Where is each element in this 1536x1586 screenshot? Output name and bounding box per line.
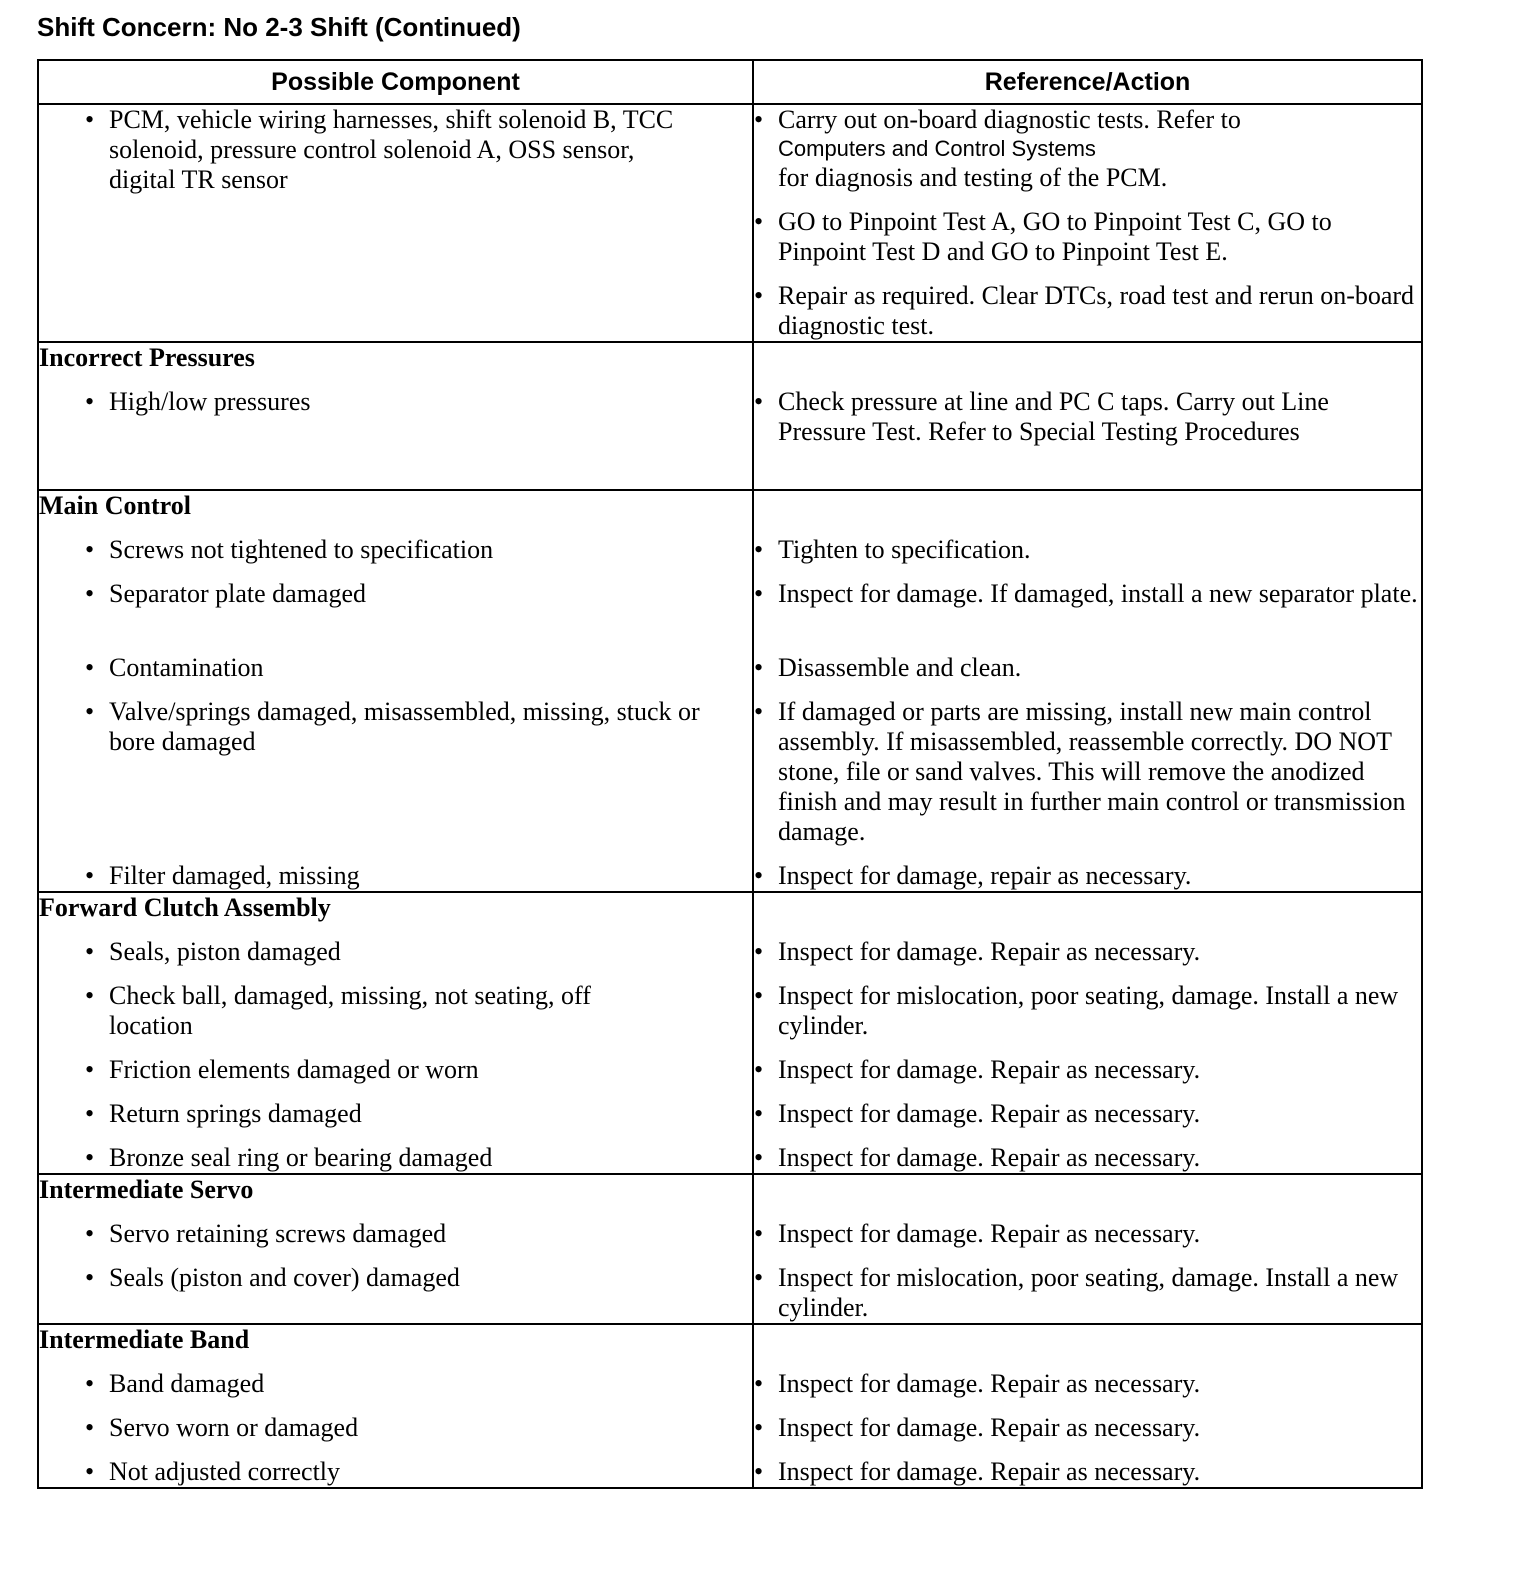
table-row <box>38 490 1422 892</box>
list-item <box>39 861 752 891</box>
diagnosis-table <box>37 59 1423 1489</box>
list-item <box>39 1143 752 1173</box>
header-reference-action: Reference/Action <box>753 60 1422 104</box>
bullet-icon: • <box>754 1099 764 1128</box>
list-item <box>39 1457 752 1487</box>
section-title: Incorrect Pressures <box>39 343 255 372</box>
action-cell <box>753 342 1422 490</box>
component-cell <box>38 104 753 342</box>
item-text: Inspect for mislocation, poor seating, damage. Install a new cylinder. <box>778 1263 1399 1322</box>
list-item <box>39 697 752 847</box>
list-item <box>39 1263 752 1323</box>
bullet-icon: • <box>85 1219 95 1248</box>
item-text: Friction elements damaged or worn <box>109 1055 479 1084</box>
bullet-icon: • <box>85 387 95 416</box>
item-text: Inspect for damage. Repair as necessary. <box>778 1143 1201 1172</box>
item-text: If damaged or parts are missing, install new main control assembly. If misassembled, reassemble correctly. DO NOT stone, file or sand valves. This will remove the anodized finish and may result in further main control or transmission damage. <box>778 697 1406 846</box>
bullet-icon: • <box>85 1099 95 1128</box>
bullet-icon: • <box>85 697 95 726</box>
list-item <box>39 1099 752 1129</box>
bullet-icon: • <box>754 1143 764 1172</box>
list-item <box>754 653 1421 683</box>
bullet-icon: • <box>754 861 764 890</box>
list-item <box>39 653 752 683</box>
reference-link: Computers and Control Systems <box>778 136 1096 161</box>
component-cell <box>38 892 753 1174</box>
bullet-icon: • <box>754 579 764 608</box>
item-text: Servo retaining screws damaged <box>109 1219 447 1248</box>
section-spacer <box>754 491 1421 535</box>
bullet-icon: • <box>754 1457 764 1486</box>
bullet-icon: • <box>754 387 764 416</box>
list-item <box>754 281 1421 341</box>
bullet-icon: • <box>754 981 764 1010</box>
section-title: Intermediate Band <box>39 1325 250 1354</box>
table-row <box>38 1324 1422 1488</box>
bullet-icon: • <box>754 105 764 134</box>
bullet-icon: • <box>85 1457 95 1486</box>
section-title: Main Control <box>39 491 191 520</box>
item-text: Inspect for damage. Repair as necessary. <box>778 1413 1201 1442</box>
page-title: Shift Concern: No 2-3 Shift (Continued) <box>37 12 521 42</box>
list-item <box>754 937 1421 967</box>
section-title: Intermediate Servo <box>39 1175 254 1204</box>
list-item <box>754 1263 1421 1323</box>
list-item <box>754 1143 1421 1173</box>
item-text: Disassemble and clean. <box>778 653 1022 682</box>
bullet-icon: • <box>85 1369 95 1398</box>
item-text: Tighten to specification. <box>778 535 1031 564</box>
item-text: Inspect for mislocation, poor seating, damage. Install a new cylinder. <box>778 981 1399 1040</box>
list-item <box>754 535 1421 565</box>
table-row <box>38 104 1422 342</box>
item-text: Seals, piston damaged <box>109 937 341 966</box>
item-text: Inspect for damage. Repair as necessary. <box>778 1099 1201 1128</box>
action-cell <box>753 1174 1422 1324</box>
item-text: Inspect for damage. Repair as necessary. <box>778 937 1201 966</box>
section-spacer <box>754 893 1421 937</box>
bullet-icon: • <box>85 1413 95 1442</box>
bullet-icon: • <box>85 937 95 966</box>
item-text: Band damaged <box>109 1369 265 1398</box>
item-text: Return springs damaged <box>109 1099 362 1128</box>
bullet-icon: • <box>754 697 764 726</box>
header-possible-component: Possible Component <box>38 60 753 104</box>
bullet-icon: • <box>754 1055 764 1084</box>
action-cell <box>753 892 1422 1174</box>
component-cell <box>38 1324 753 1488</box>
item-text: Seals (piston and cover) damaged <box>109 1263 460 1292</box>
component-cell <box>38 342 753 490</box>
bullet-icon: • <box>85 653 95 682</box>
section-spacer <box>754 1325 1421 1369</box>
item-text: Not adjusted correctly <box>109 1457 341 1486</box>
item-text: Carry out on-board diagnostic tests. Refer to <box>778 105 1241 134</box>
item-text: Screws not tightened to specification <box>109 535 494 564</box>
item-text: Contamination <box>109 653 264 682</box>
list-item <box>39 1413 752 1443</box>
bullet-icon: • <box>754 535 764 564</box>
item-text: Inspect for damage, repair as necessary. <box>778 861 1192 890</box>
bullet-icon: • <box>754 207 764 236</box>
bullet-icon: • <box>85 579 95 608</box>
list-item <box>754 1055 1421 1085</box>
bullet-icon: • <box>754 1369 764 1398</box>
list-item <box>754 1099 1421 1129</box>
item-text: Servo worn or damaged <box>109 1413 359 1442</box>
bullet-icon: • <box>754 653 764 682</box>
bullet-icon: • <box>754 281 764 310</box>
list-item <box>39 579 752 639</box>
action-cell <box>753 104 1422 342</box>
item-text: High/low pressures <box>109 387 311 416</box>
list-item <box>754 1219 1421 1249</box>
list-item <box>39 105 699 195</box>
list-item <box>754 981 1421 1041</box>
bullet-icon: • <box>754 937 764 966</box>
section-title: Forward Clutch Assembly <box>39 893 331 922</box>
item-text: Valve/springs damaged, misassembled, missing, stuck or bore damaged <box>109 697 700 756</box>
item-text: GO to Pinpoint Test A, GO to Pinpoint Test C, GO to Pinpoint Test D and GO to Pinpoint Test E. <box>778 207 1332 266</box>
bullet-icon: • <box>85 535 95 564</box>
item-text: PCM, vehicle wiring harnesses, shift solenoid B, TCC solenoid, pressure control solenoid A, OSS sensor, digital TR sensor <box>109 105 674 194</box>
bullet-icon: • <box>85 1055 95 1084</box>
bullet-icon: • <box>754 1263 764 1292</box>
action-cell <box>753 490 1422 892</box>
list-item <box>39 981 669 1041</box>
item-text: Filter damaged, missing <box>109 861 360 890</box>
item-text: Bronze seal ring or bearing damaged <box>109 1143 493 1172</box>
section-spacer <box>754 1175 1421 1219</box>
list-item <box>754 579 1421 639</box>
item-text: Check pressure at line and PC C taps. Carry out Line Pressure Test. Refer to Special Testing Procedures <box>778 387 1329 446</box>
bullet-icon: • <box>754 1219 764 1248</box>
list-item <box>39 937 752 967</box>
item-text: for diagnosis and testing of the PCM. <box>778 163 1168 192</box>
table-header-row <box>38 60 1422 104</box>
action-cell <box>753 1324 1422 1488</box>
item-text: Repair as required. Clear DTCs, road test and rerun on-board diagnostic test. <box>778 281 1415 340</box>
list-item <box>754 207 1421 267</box>
table-row <box>38 1174 1422 1324</box>
list-item <box>39 387 752 417</box>
list-item <box>39 1055 752 1085</box>
component-cell <box>38 1174 753 1324</box>
table-row <box>38 342 1422 490</box>
list-item <box>754 387 1421 447</box>
item-text: Inspect for damage. Repair as necessary. <box>778 1369 1201 1398</box>
item-text: Inspect for damage. Repair as necessary. <box>778 1219 1201 1248</box>
list-item <box>39 1219 752 1249</box>
list-item <box>754 1413 1421 1443</box>
list-item <box>754 1369 1421 1399</box>
list-item <box>754 1457 1421 1487</box>
item-text: Inspect for damage. Repair as necessary. <box>778 1055 1201 1084</box>
list-item <box>754 105 1421 193</box>
bullet-icon: • <box>85 861 95 890</box>
list-item <box>754 861 1421 891</box>
bullet-icon: • <box>85 105 95 134</box>
bullet-icon: • <box>754 1413 764 1442</box>
component-cell <box>38 490 753 892</box>
list-item <box>39 1369 752 1399</box>
item-text: Inspect for damage. Repair as necessary. <box>778 1457 1201 1486</box>
section-spacer <box>754 343 1421 387</box>
bullet-icon: • <box>85 1143 95 1172</box>
item-text: Separator plate damaged <box>109 579 366 608</box>
item-text: Inspect for damage. If damaged, install a new separator plate. <box>778 579 1418 608</box>
table-row <box>38 892 1422 1174</box>
bullet-icon: • <box>85 981 95 1010</box>
item-text: Check ball, damaged, missing, not seating, off location <box>109 981 591 1040</box>
list-item <box>39 535 752 565</box>
bullet-icon: • <box>85 1263 95 1292</box>
list-item <box>754 697 1421 847</box>
